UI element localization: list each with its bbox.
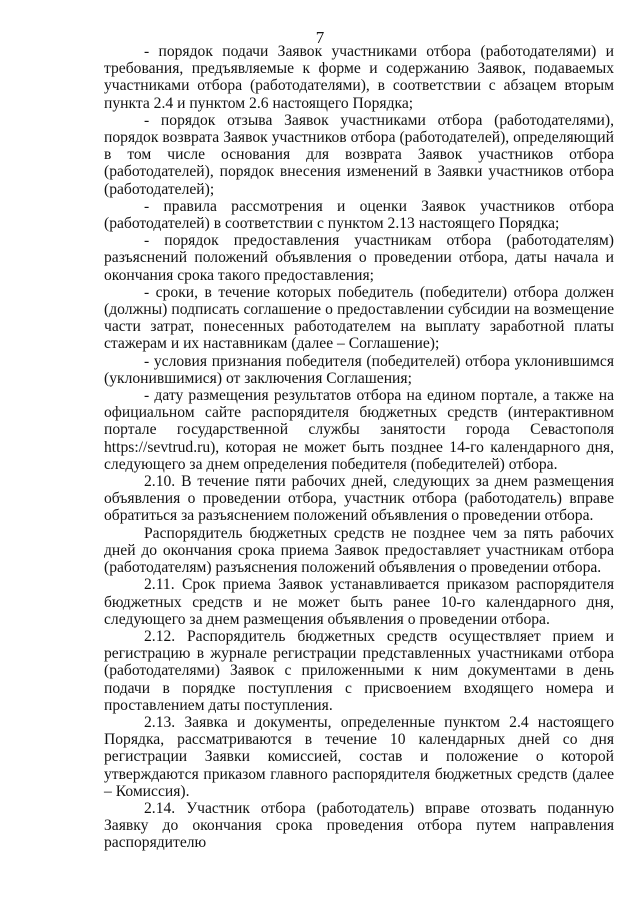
paragraph-submission-procedure: - порядок подачи Заявок участниками отбора (работодателями) и требования, предъявляемые к форме и содержанию Заявок, подаваемых участниками отбора (работодателями), в соответствии с абзацем вторым пункта 2.4 и пунктом 2.6 настоящего Порядка;: [104, 43, 614, 112]
paragraph-evasion-conditions: - условия признания победителя (победителей) отбора уклонившимся (уклонившимися) от заключения Соглашения;: [104, 352, 614, 387]
paragraph-signing-deadlines: - сроки, в течение которых победитель (победители) отбора должен (должны) подписать соглашение о предоставлении субсидии на возмещение части затрат, понесенных работодателем на выплату заработной платы стажерам и их наставникам (далее – Соглашение);: [104, 283, 614, 353]
paragraph-clarification-procedure: - порядок предоставления участникам отбора (работодателям) разъяснений положений объявления о проведении отбора, даты начала и окончания срока такого предоставления;: [104, 232, 614, 284]
page-number: 7: [315, 28, 325, 47]
paragraph-2-11: 2.11. Срок приема Заявок устанавливается приказом распорядителя бюджетных средств и не может быть ранее 10-го календарного дня, следующего за днем размещения объявления о проведении отбора.: [104, 576, 614, 628]
paragraph-2-14: 2.14. Участник отбора (работодатель) вправе отозвать поданную Заявку до окончания срока проведения отбора путем направления распорядителю: [104, 799, 614, 852]
document-body: [104, 43, 614, 852]
paragraph-review-rules: - правила рассмотрения и оценки Заявок участников отбора (работодателей) в соответствии с пунктом 2.13 настоящего Порядка;: [104, 197, 614, 233]
paragraph-results-publication: - дату размещения результатов отбора на едином портале, а также на официальном сайте распорядителя бюджетных средств (интерактивном портале государственной службы занятости города Севастополя https://sevtrud.ru), которая не может быть позднее 14-го календарного дня, следующего за днем определения победителя (победителей) отбора.: [104, 387, 614, 473]
paragraph-2-13: 2.13. Заявка и документы, определенные пунктом 2.4 настоящего Порядка, рассматриваются в течение 10 календарных дней со дня регистрации Заявки комиссией, состав и положение о которой утверждаются приказом главного распорядителя бюджетных средств (далее – Комиссия).: [104, 713, 614, 800]
paragraph-2-10-clarifications: Распорядитель бюджетных средств не позднее чем за пять рабочих дней до окончания срока приема Заявок предоставляет участникам отбора (работодателям) разъяснения положений объявления о проведении отбора.: [104, 524, 614, 577]
paragraph-2-10: 2.10. В течение пяти рабочих дней, следующих за днем размещения объявления о проведении отбора, участник отбора (работодатель) вправе обратиться за разъяснением положений объявления о проведении отбора.: [104, 473, 614, 525]
paragraph-withdrawal-procedure: - порядок отзыва Заявок участниками отбора (работодателями), порядок возврата Заявок участников отбора (работодателей), определяющий в том числе основания для возврата Заявок участников отбора (работодателей), порядок внесения изменений в Заявки участников отбора (работодателей);: [104, 111, 614, 198]
paragraph-2-12: 2.12. Распорядитель бюджетных средств осуществляет прием и регистрацию в журнале регистрации представленных участниками отбора (работодателями) Заявок с приложенными к ним документами в день подачи в порядке поступления с присвоением входящего номера и проставлением даты поступления.: [104, 627, 614, 714]
